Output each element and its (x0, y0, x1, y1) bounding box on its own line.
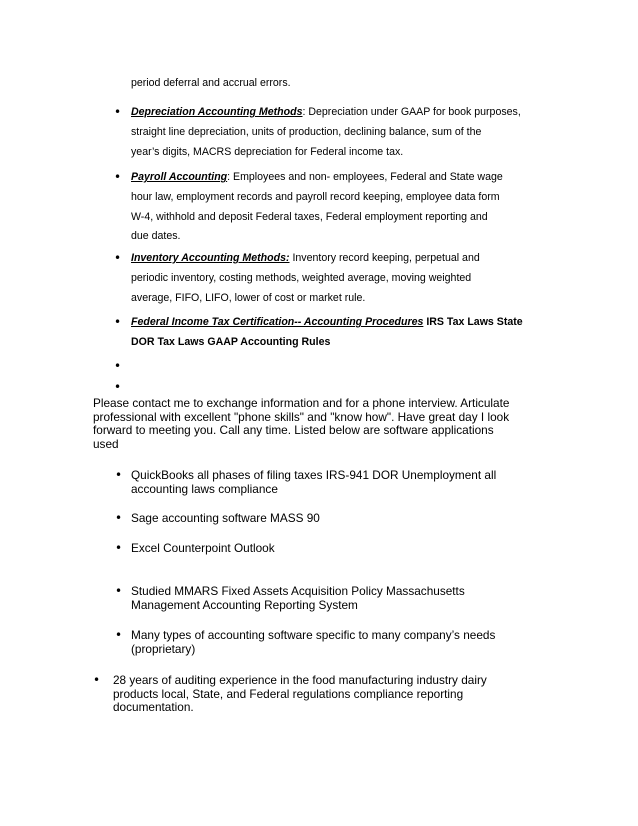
quickbooks-line-1: QuickBooks all phases of filing taxes IRS-941 DOR Unemployment all (131, 468, 497, 482)
bullet-sage: • (115, 511, 123, 525)
contact-line-2: professional with excellent "phone skills" and "know how". Have great day I look (93, 409, 510, 424)
bullet-mmars: • (115, 584, 123, 598)
sage-item (131, 512, 320, 526)
contact-line-4: used (93, 436, 119, 451)
payroll-text: : Employees and non- employees, Federal and State wage (227, 171, 503, 183)
carryover-line: period deferral and accrual errors. (131, 77, 291, 89)
tax-text: IRS Tax Laws State (423, 316, 523, 328)
bullet-empty-1: • (114, 359, 122, 373)
bullet-tax: • (114, 315, 122, 329)
experience-line-3: documentation. (113, 700, 194, 715)
bullet-quickbooks: • (115, 468, 123, 482)
many-line-2: (proprietary) (131, 641, 196, 656)
tax-line-2: DOR Tax Laws GAAP Accounting Rules (131, 335, 331, 348)
bullet-excel: • (115, 541, 123, 555)
excel-item (131, 542, 275, 556)
contact-line-1: Please contact me to exchange information and for a phone interview. Articulate (93, 396, 510, 410)
depreciation-line-1 (131, 103, 521, 123)
depreciation-text: : Depreciation under GAAP for book purposes, (302, 106, 521, 118)
depreciation-line-2: straight line depreciation, units of production, declining balance, sum of the (131, 125, 482, 138)
depreciation-line-3: year’s digits, MACRS depreciation for Federal income tax. (131, 145, 404, 158)
contact-line-3: forward to meeting you. Call any time. Listed below are software applications (93, 423, 494, 438)
payroll-line-4: due dates. (131, 230, 181, 243)
payroll-line-3: W-4, withhold and deposit Federal taxes, Federal employment reporting and (131, 210, 488, 223)
inventory-text: Inventory record keeping, perpetual and (289, 252, 480, 264)
mmars-item (131, 585, 465, 612)
inventory-item (131, 249, 480, 308)
bullet-empty-2: • (114, 380, 122, 394)
experience-line-1: 28 years of auditing experience in the food manufacturing industry dairy (113, 673, 487, 687)
tax-item (131, 313, 523, 353)
mmars-line-1: Studied MMARS Fixed Assets Acquisition Policy Massachusetts (131, 584, 465, 598)
depreciation-item (131, 103, 521, 162)
contact-paragraph (93, 397, 509, 451)
payroll-heading: Payroll Accounting (131, 171, 228, 183)
bullet-depreciation: • (114, 105, 122, 119)
payroll-line-2: hour law, employment records and payroll record keeping, employee data form (131, 190, 500, 203)
excel-line-1: Excel Counterpoint Outlook (131, 541, 275, 555)
quickbooks-line-2: accounting laws compliance (131, 481, 278, 496)
many-line-1: Many types of accounting software specific to many company’s needs (131, 628, 496, 642)
bullet-many: • (115, 628, 123, 642)
bullet-payroll: • (114, 170, 122, 184)
carryover-text (131, 74, 291, 94)
tax-line-1 (131, 313, 523, 333)
many-item (131, 629, 495, 656)
payroll-item (131, 168, 503, 247)
inventory-heading: Inventory Accounting Methods: (131, 252, 290, 264)
payroll-line-1 (131, 168, 503, 188)
sage-line-1: Sage accounting software MASS 90 (131, 511, 320, 525)
inventory-line-1 (131, 249, 480, 269)
depreciation-heading: Depreciation Accounting Methods (131, 106, 303, 118)
experience-item (113, 674, 487, 715)
inventory-line-3: average, FIFO, LIFO, lower of cost or market rule. (131, 291, 366, 304)
inventory-line-2: periodic inventory, costing methods, weighted average, moving weighted (131, 271, 472, 284)
bullet-experience: • (93, 673, 101, 687)
tax-heading: Federal Income Tax Certification-- Accounting Procedures (131, 316, 424, 328)
experience-line-2: products local, State, and Federal regulations compliance reporting (113, 686, 464, 701)
mmars-line-2: Management Accounting Reporting System (131, 597, 358, 612)
quickbooks-item (131, 469, 496, 496)
bullet-inventory: • (114, 251, 122, 265)
